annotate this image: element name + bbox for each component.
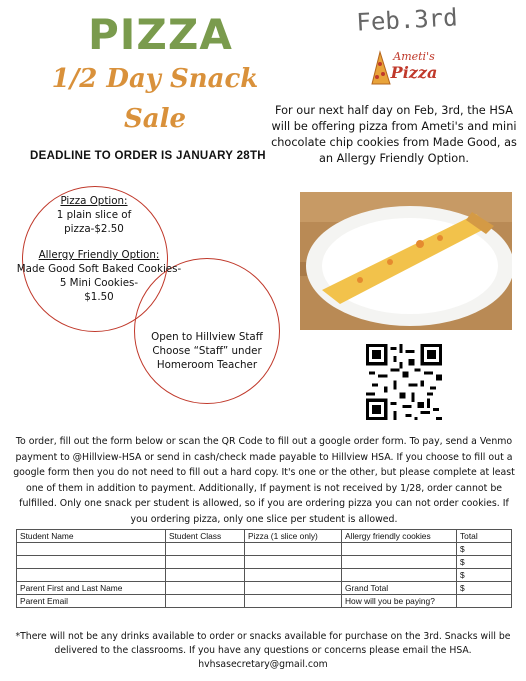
header-total: Total bbox=[457, 530, 512, 543]
student-class-cell[interactable] bbox=[166, 556, 245, 569]
pizza-cell[interactable] bbox=[245, 569, 342, 582]
ametis-pizza-logo bbox=[362, 44, 440, 86]
table-row bbox=[17, 543, 512, 556]
student-name-cell[interactable] bbox=[17, 569, 166, 582]
payment-method-cell[interactable] bbox=[457, 595, 512, 608]
total-cell[interactable]: $ bbox=[457, 569, 512, 582]
parent-name-label: Parent First and Last Name bbox=[17, 582, 166, 595]
flyer-title: PIZZA bbox=[88, 10, 233, 59]
footer-text: *There will not be any drinks available to order or snacks available for purchase on the 3rd. Snacks will be delivered to the classrooms. If you have any questions or concerns please email the HSA. bbox=[15, 631, 511, 656]
student-name-cell[interactable] bbox=[17, 556, 166, 569]
order-deadline: DEADLINE TO ORDER IS JANUARY 28TH bbox=[30, 150, 266, 162]
event-date: Feb.3rd bbox=[355, 3, 459, 37]
total-cell[interactable]: $ bbox=[457, 543, 512, 556]
parent-email-label: Parent Email bbox=[17, 595, 166, 608]
order-instructions: To order, fill out the form below or scan the QR Code to fill out a google order form. To pay, send a Venmo payment to @Hillview-HSA or send in cash/check made payable to Hillview HSA. If you choose to fill out a google form then you do not need to fill out a hard copy. It's one or the other, but please complete at least one of them in addition to payment. Additionally, If payment is not received by 1/28, order cannot be fulfilled. Only one snack per student is allowed, so if you are ordering pizza you can not order cookies. If you ordering pizza, only one slice per student is allowed. bbox=[13, 436, 515, 525]
parent-email-cell[interactable] bbox=[245, 595, 342, 608]
parent-email-row bbox=[17, 595, 512, 608]
intro-paragraph: For our next half day on Feb, 3rd, the HSA will be offering pizza from Ameti's and mini chocolate chip cookies from Made Good, as an Allergy Friendly Option. bbox=[271, 104, 517, 165]
pizza-cell[interactable] bbox=[245, 543, 342, 556]
payment-method-label: How will you be paying? bbox=[342, 595, 457, 608]
flyer-subtitle-sale: Sale bbox=[123, 104, 187, 134]
allergy-option-line1: Made Good Soft Baked Cookies- bbox=[16, 263, 182, 275]
cookies-cell[interactable] bbox=[342, 569, 457, 582]
parent-email-cell[interactable] bbox=[166, 595, 245, 608]
pizza-option-line1: 1 plain slice of bbox=[56, 209, 132, 221]
header-student-class: Student Class bbox=[166, 530, 245, 543]
pizza-option-price: pizza-$2.50 bbox=[64, 223, 124, 235]
flyer-subtitle: 1/2 Day Snack bbox=[51, 64, 259, 94]
allergy-option-price: $1.50 bbox=[84, 291, 114, 303]
header-allergy-cookies: Allergy friendly cookies bbox=[342, 530, 457, 543]
allergy-option-block bbox=[14, 248, 184, 304]
pizza-slice-photo bbox=[300, 192, 512, 330]
header-pizza: Pizza (1 slice only) bbox=[245, 530, 342, 543]
order-form-table bbox=[16, 529, 512, 608]
total-cell[interactable]: $ bbox=[457, 556, 512, 569]
student-class-cell[interactable] bbox=[166, 543, 245, 556]
parent-name-cell[interactable] bbox=[166, 582, 245, 595]
hsa-email[interactable]: hvhsasecretary@gmail.com bbox=[198, 659, 328, 670]
pizza-option-block bbox=[22, 194, 166, 236]
staff-option-line3: Homeroom Teacher bbox=[156, 359, 258, 371]
parent-name-cell[interactable] bbox=[245, 582, 342, 595]
table-row bbox=[17, 569, 512, 582]
logo-text-top: Ameti's bbox=[393, 50, 435, 63]
allergy-option-heading: Allergy Friendly Option: bbox=[38, 249, 160, 261]
cookies-cell[interactable] bbox=[342, 543, 457, 556]
staff-option-line1: Open to Hillview Staff bbox=[151, 331, 263, 343]
allergy-option-line2: 5 Mini Cookies- bbox=[59, 277, 139, 289]
order-form-qr-code[interactable] bbox=[366, 344, 442, 420]
cookies-cell[interactable] bbox=[342, 556, 457, 569]
pizza-cell[interactable] bbox=[245, 556, 342, 569]
pizza-option-heading: Pizza Option: bbox=[60, 195, 128, 207]
parent-name-row bbox=[17, 582, 512, 595]
header-student-name: Student Name bbox=[17, 530, 166, 543]
staff-option-line2: Choose “Staff” under bbox=[152, 345, 262, 357]
student-class-cell[interactable] bbox=[166, 569, 245, 582]
table-header-row bbox=[17, 530, 512, 543]
logo-text-bottom: Pizza bbox=[390, 63, 438, 82]
student-name-cell[interactable] bbox=[17, 543, 166, 556]
table-row bbox=[17, 556, 512, 569]
staff-option-block bbox=[140, 330, 274, 372]
grand-total-label: Grand Total bbox=[342, 582, 457, 595]
grand-total-cell[interactable]: $ bbox=[457, 582, 512, 595]
footer-note bbox=[10, 630, 516, 672]
